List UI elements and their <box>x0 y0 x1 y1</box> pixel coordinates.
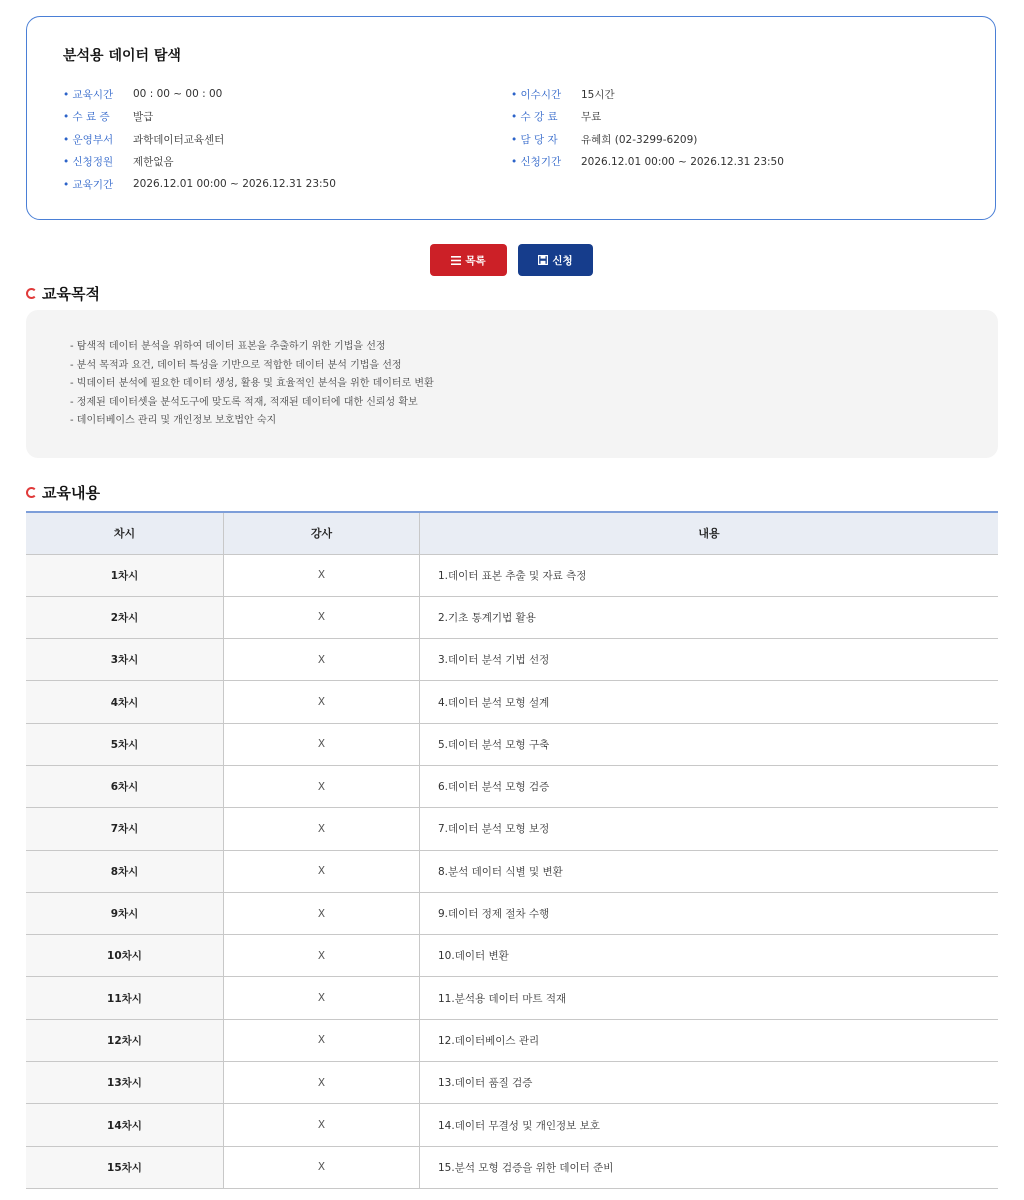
content-cell: 6.데이터 분석 모형 검증 <box>438 781 550 794</box>
info-label: • 담 당 자 <box>511 132 581 147</box>
curriculum-title-text: 교육내용 <box>42 484 100 502</box>
content-cell: 1.데이터 표본 추출 및 자료 측정 <box>438 569 587 582</box>
action-buttons <box>430 244 593 276</box>
session-cell: 7차시 <box>26 808 224 850</box>
info-row <box>63 83 336 106</box>
purpose-line: - 분석 목적과 요건, 데이터 특성을 기반으로 적합한 데이터 분석 기법을 선정 <box>70 359 402 371</box>
info-value: 제한없음 <box>133 156 174 169</box>
table-row <box>26 977 998 1019</box>
teacher-cell: X <box>224 977 420 1019</box>
session-cell: 8차시 <box>26 850 224 892</box>
table-row <box>26 596 998 638</box>
content-cell: 5.데이터 분석 모형 구축 <box>438 738 550 751</box>
info-label: • 운영부서 <box>63 132 133 147</box>
content-cell: 3.데이터 분석 기법 선정 <box>438 654 550 667</box>
content-cell: 4.데이터 분석 모형 설계 <box>438 696 550 709</box>
refresh-icon <box>26 288 37 299</box>
save-icon <box>538 255 548 265</box>
course-info-box <box>26 16 996 220</box>
content-cell: 9.데이터 정제 절차 수행 <box>438 908 550 921</box>
info-row <box>63 128 336 151</box>
teacher-cell: X <box>224 850 420 892</box>
teacher-cell: X <box>224 596 420 638</box>
header-content: 내용 <box>420 512 999 554</box>
session-cell: 14차시 <box>26 1104 224 1146</box>
session-cell: 2차시 <box>26 596 224 638</box>
table-row <box>26 808 998 850</box>
info-row <box>511 128 784 151</box>
session-cell: 15차시 <box>26 1146 224 1188</box>
teacher-cell: X <box>224 935 420 977</box>
table-row <box>26 892 998 934</box>
info-row <box>511 151 784 174</box>
info-value: 발급 <box>133 111 154 124</box>
teacher-cell: X <box>224 639 420 681</box>
teacher-cell: X <box>224 1019 420 1061</box>
info-label: • 신청정원 <box>63 154 133 169</box>
purpose-title-text: 교육목적 <box>42 285 100 303</box>
table-row <box>26 935 998 977</box>
session-cell: 4차시 <box>26 681 224 723</box>
session-cell: 9차시 <box>26 892 224 934</box>
curriculum-section-title <box>26 482 100 503</box>
content-cell: 13.데이터 품질 검증 <box>438 1077 533 1090</box>
table-row <box>26 1019 998 1061</box>
info-label: • 수 강 료 <box>511 109 581 124</box>
teacher-cell: X <box>224 765 420 807</box>
teacher-cell: X <box>224 681 420 723</box>
info-row <box>63 106 336 129</box>
course-info-left <box>63 83 336 196</box>
content-cell: 8.분석 데이터 식별 및 변환 <box>438 865 563 878</box>
table-row <box>26 1104 998 1146</box>
session-cell: 12차시 <box>26 1019 224 1061</box>
apply-button[interactable] <box>518 244 593 276</box>
purpose-line: - 데이터베이스 관리 및 개인정보 보호법안 숙지 <box>70 415 277 426</box>
teacher-cell: X <box>224 554 420 596</box>
info-label: • 교육기간 <box>63 177 133 192</box>
session-cell: 13차시 <box>26 1062 224 1104</box>
info-value: 유혜희 (02-3299-6209) <box>581 133 698 146</box>
info-row <box>63 151 336 174</box>
session-cell: 10차시 <box>26 935 224 977</box>
session-cell: 11차시 <box>26 977 224 1019</box>
header-teacher: 강사 <box>224 512 420 554</box>
info-value: 과학데이터교육센터 <box>133 133 225 146</box>
info-value: 2026.12.01 00:00 ~ 2026.12.31 23:50 <box>581 155 784 168</box>
session-cell: 3차시 <box>26 639 224 681</box>
list-button-label: 목록 <box>465 254 486 267</box>
info-row <box>63 173 336 196</box>
purpose-section-title <box>26 283 100 304</box>
content-cell: 15.분석 모형 검증을 위한 데이터 준비 <box>438 1161 614 1174</box>
table-row <box>26 639 998 681</box>
purpose-line: - 탐색적 데이터 분석을 위하여 데이터 표본을 추출하기 위한 기법을 선정 <box>70 341 386 352</box>
table-row <box>26 723 998 765</box>
info-label: • 수 료 증 <box>63 109 133 124</box>
session-cell: 6차시 <box>26 765 224 807</box>
content-cell: 11.분석용 데이터 마트 적재 <box>438 992 567 1005</box>
table-row <box>26 1062 998 1104</box>
teacher-cell: X <box>224 1104 420 1146</box>
info-value: 무료 <box>581 111 602 124</box>
table-row <box>26 554 998 596</box>
table-row <box>26 681 998 723</box>
content-cell: 10.데이터 변환 <box>438 950 509 963</box>
session-cell: 5차시 <box>26 723 224 765</box>
info-label: • 이수시간 <box>511 87 581 102</box>
teacher-cell: X <box>224 1062 420 1104</box>
apply-button-label: 신청 <box>552 254 573 267</box>
content-cell: 14.데이터 무결성 및 개인정보 보호 <box>438 1119 600 1132</box>
info-label: • 신청기간 <box>511 154 581 169</box>
table-row <box>26 765 998 807</box>
header-session: 차시 <box>26 512 224 554</box>
content-cell: 7.데이터 분석 모형 보정 <box>438 823 550 836</box>
purpose-line: - 빅데이터 분석에 필요한 데이터 생성, 활용 및 효율적인 분석을 위한 데이터로 변환 <box>70 378 434 389</box>
list-button[interactable] <box>430 244 507 276</box>
purpose-box <box>26 310 998 458</box>
info-value: 2026.12.01 00:00 ~ 2026.12.31 23:50 <box>133 178 336 191</box>
refresh-icon <box>26 487 37 498</box>
teacher-cell: X <box>224 1146 420 1188</box>
purpose-line: - 정제된 데이터셋을 분석도구에 맞도록 적재, 적재된 데이터에 대한 신뢰성 확보 <box>70 396 418 408</box>
teacher-cell: X <box>224 723 420 765</box>
table-row <box>26 1146 998 1188</box>
curriculum-table <box>26 511 998 1189</box>
info-label: • 교육시간 <box>63 87 133 102</box>
teacher-cell: X <box>224 808 420 850</box>
table-row <box>26 850 998 892</box>
info-value: 15시간 <box>581 88 615 101</box>
course-info-right <box>511 83 784 173</box>
table-header-row <box>26 512 998 554</box>
info-row <box>511 83 784 106</box>
content-cell: 2.기초 통계기법 활용 <box>438 611 536 624</box>
session-cell: 1차시 <box>26 554 224 596</box>
content-cell: 12.데이터베이스 관리 <box>438 1034 540 1047</box>
info-row <box>511 106 784 129</box>
teacher-cell: X <box>224 892 420 934</box>
list-icon <box>451 256 461 265</box>
course-title: 분석용 데이터 탐색 <box>63 48 181 64</box>
info-value: 00 : 00 ~ 00 : 00 <box>133 88 223 101</box>
